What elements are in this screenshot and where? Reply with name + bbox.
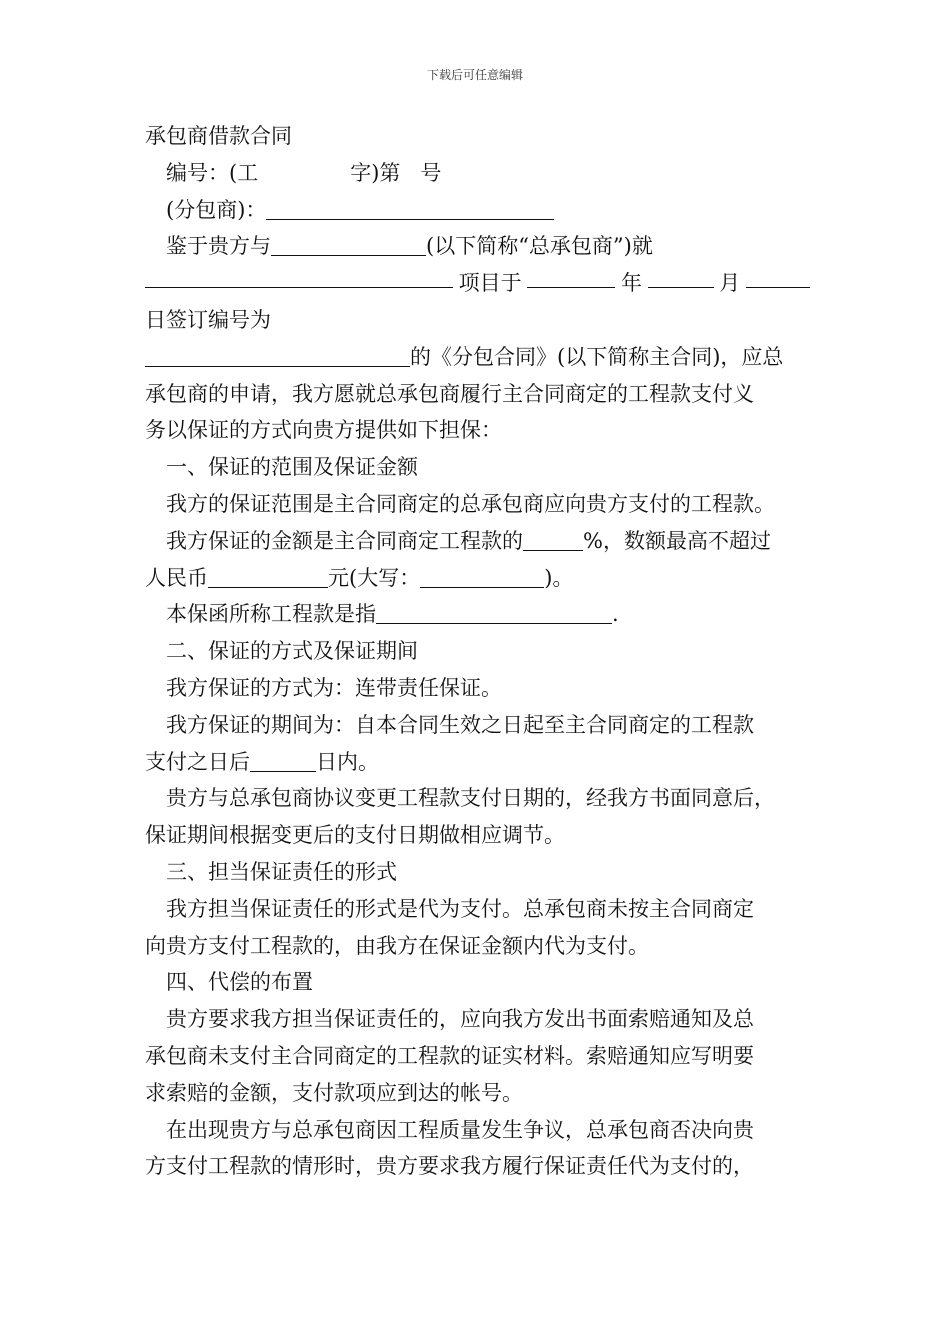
general-contractor-blank[interactable] <box>271 233 426 256</box>
intro-line-3: 日签订编号为 <box>145 307 271 332</box>
s2-p3a: 支付之日后 <box>145 749 250 774</box>
section-2-para-3 <box>145 744 810 781</box>
section-2-para-1: 我方保证的方式为：连带责任保证。 <box>166 675 502 700</box>
amount-blank[interactable] <box>208 565 328 588</box>
section-1-para-1: 我方的保证范围是主合同商定的总承包商应向贵方支付的工程款。 <box>166 491 775 516</box>
number-mid: 字)第 <box>350 160 401 185</box>
section-4-heading: 四、代偿的布置 <box>166 970 313 995</box>
s1-p3b: 元(大写： <box>328 565 421 590</box>
project-name-blank[interactable] <box>145 265 453 288</box>
page-header-note: 下载后可任意编辑 <box>426 68 523 82</box>
contract-title: 承包商借款合同 <box>145 124 292 148</box>
number-suffix: 号 <box>420 160 442 185</box>
s1-p2b: %，数额最高不超过 <box>583 528 771 553</box>
s1-p4a: 本保函所称工程款是指 <box>166 602 376 627</box>
section-2-heading: 二、保证的方式及保证期间 <box>166 639 418 664</box>
section-1-heading: 一、保证的范围及保证金额 <box>166 455 418 480</box>
year-blank[interactable] <box>527 265 615 288</box>
intro-line-6: 务以保证的方式向贵方提供如下担保： <box>145 418 502 443</box>
s1-p2a: 我方保证的金额是主合同商定工程款的 <box>166 528 523 553</box>
intro-4: 的《分包合同》(以下简称主合同)，应总 <box>410 344 784 369</box>
contract-number-line <box>145 155 810 192</box>
payment-definition-blank[interactable] <box>376 601 612 624</box>
s1-p3c: )。 <box>544 565 574 590</box>
intro-line-4 <box>145 339 810 376</box>
section-4-para-4: 在出现贵方与总承包商因工程质量发生争议，总承包商否决向贵 <box>166 1117 754 1142</box>
subcontractor-line <box>145 192 810 229</box>
s2-p3b: 日内。 <box>316 749 379 774</box>
intro-line-5: 承包商的申请，我方愿就总承包商履行主合同商定的工程款支付义 <box>145 381 754 406</box>
section-1-para-3 <box>145 560 810 597</box>
intro-line-2 <box>145 265 810 302</box>
section-4-para-1: 贵方要求我方担当保证责任的，应向我方发出书面索赔通知及总 <box>166 1007 754 1032</box>
intro-1a: 鉴于贵方与 <box>166 234 271 259</box>
contract-document <box>145 118 810 1185</box>
section-2-para-4: 贵方与总承包商协议变更工程款支付日期的，经我方书面同意后， <box>166 786 775 811</box>
section-4-para-5: 方支付工程款的情形时，贵方要求我方履行保证责任代为支付的， <box>145 1154 754 1179</box>
section-2-para-2: 我方保证的期间为：自本合同生效之日起至主合同商定的工程款 <box>166 712 754 737</box>
days-blank[interactable] <box>250 749 316 772</box>
section-4-para-2: 承包商未支付主合同商定的工程款的证实材料。索赔通知应写明要 <box>145 1043 754 1068</box>
subcontractor-blank[interactable] <box>266 197 554 220</box>
section-3-para-1: 我方担当保证责任的形式是代为支付。总承包商未按主合同商定 <box>166 896 754 921</box>
s1-p3a: 人民币 <box>145 565 208 590</box>
number-prefix: 编号：(工 <box>166 160 259 185</box>
intro-2c: 月 <box>719 271 741 296</box>
intro-2b: 年 <box>620 271 642 296</box>
intro-1b: (以下简称“总承包商”)就 <box>426 234 653 259</box>
section-2-para-5: 保证期间根据变更后的支付日期做相应调节。 <box>145 823 565 848</box>
section-1-para-2 <box>145 523 810 560</box>
amount-words-blank[interactable] <box>420 565 544 588</box>
month-blank[interactable] <box>648 265 714 288</box>
s1-p4b: . <box>612 602 619 627</box>
section-3-para-2: 向贵方支付工程款的，由我方在保证金额内代为支付。 <box>145 933 649 958</box>
percent-blank[interactable] <box>523 528 583 551</box>
day-blank[interactable] <box>746 265 810 288</box>
contract-number-blank[interactable] <box>145 344 410 367</box>
section-3-heading: 三、担当保证责任的形式 <box>166 859 397 884</box>
section-4-para-3: 求索赔的金额，支付款项应到达的帐号。 <box>145 1080 523 1105</box>
section-1-para-4 <box>145 596 810 633</box>
subcontractor-label: (分包商)： <box>166 197 267 222</box>
intro-line-1 <box>145 228 810 265</box>
intro-2a: 项目于 <box>458 271 522 296</box>
